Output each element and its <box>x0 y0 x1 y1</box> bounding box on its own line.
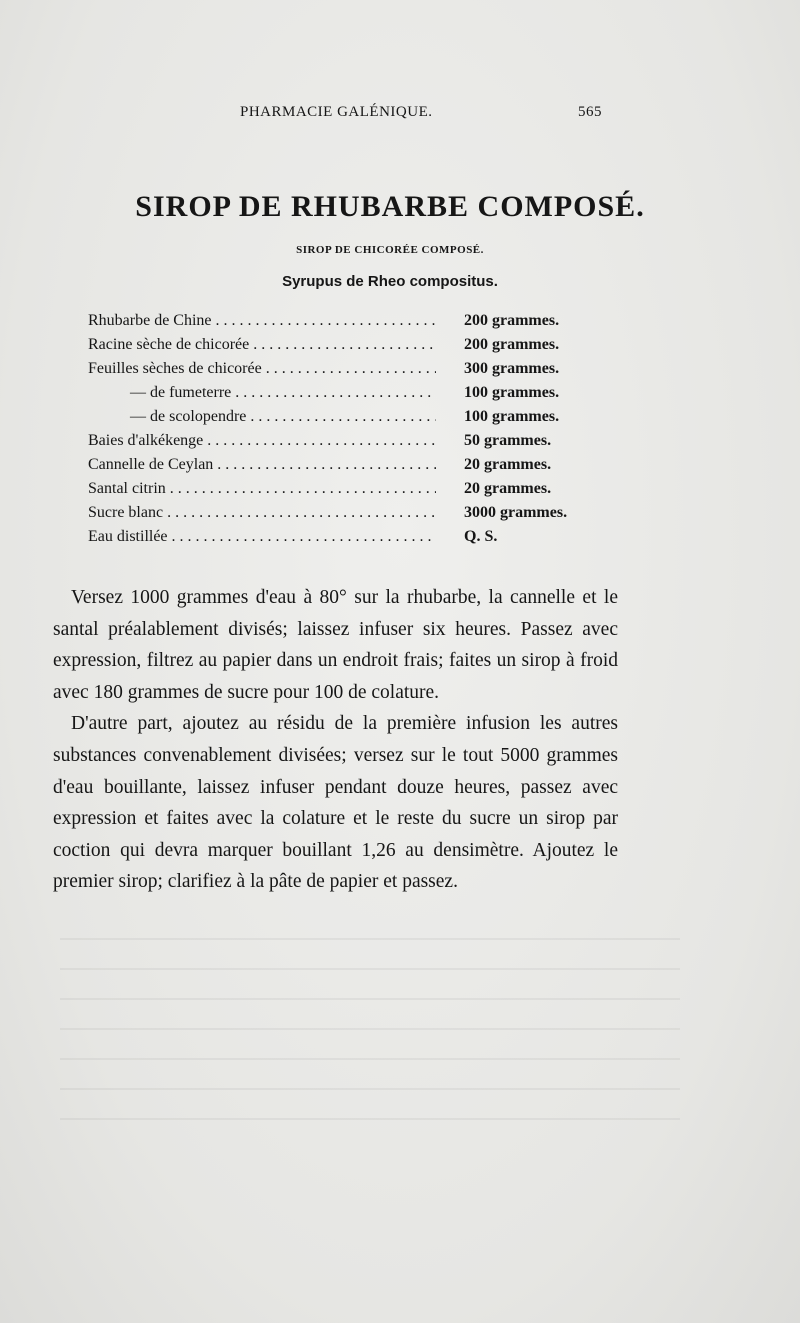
ingredient-row <box>88 408 608 432</box>
ingredient-quantity: 200 grammes. <box>464 312 560 329</box>
ingredient-quantity: 100 grammes. <box>464 384 560 401</box>
ingredient-name: Sucre blanc <box>88 504 164 521</box>
ingredient-row <box>88 480 608 504</box>
ingredient-row <box>88 456 608 480</box>
ingredient-quantity: 3000 grammes. <box>464 504 568 521</box>
ingredient-quantity: Q. S. <box>464 528 498 545</box>
recipe-latin-title: Syrupus de Rheo compositus. <box>282 273 498 290</box>
ingredient-name: — de scolopendre <box>130 408 247 425</box>
ingredient-name: Santal citrin <box>88 480 166 497</box>
recipe-title: SIROP DE RHUBARBE COMPOSÉ. <box>135 190 645 223</box>
ingredient-list <box>88 312 608 552</box>
ingredient-name: Eau distillée <box>88 528 168 545</box>
paragraph: Versez 1000 grammes d'eau à 80° sur la rhubarbe, la cannelle et le santal préalablement divisés; laissez infuser six heures. Passez avec expression, filtrez au papier dans un endroit frais; faites un sirop à froid avec 180 grammes de sucre pour 100 de colature. <box>53 587 618 703</box>
running-title: PHARMACIE GALÉNIQUE. <box>240 104 433 120</box>
ingredient-row <box>88 432 608 456</box>
ingredient-row <box>88 360 608 384</box>
ingredient-row <box>88 528 608 552</box>
ingredient-quantity: 200 grammes. <box>464 336 560 353</box>
ingredient-name: Feuilles sèches de chicorée <box>88 360 262 377</box>
ingredient-row <box>88 384 608 408</box>
ingredient-name: Racine sèche de chicorée <box>88 336 250 353</box>
ingredient-quantity: 20 grammes. <box>464 480 552 497</box>
ingredient-quantity: 300 grammes. <box>464 360 560 377</box>
ingredient-row <box>88 312 608 336</box>
ingredient-row <box>88 336 608 360</box>
ingredient-quantity: 100 grammes. <box>464 408 560 425</box>
paragraph: D'autre part, ajoutez au résidu de la première infusion les autres substances convenablement divisées; versez sur le tout 5000 grammes d'eau bouillante, laissez infuser pendant douze heures, passez avec expression et faites avec la colature et le reste du sucre un sirop par coction qui devra marquer bouillant 1,26 au densimètre. Ajoutez le premier sirop; clarifiez à la pâte de papier et passez. <box>53 713 618 893</box>
recipe-subtitle: SIROP DE CHICORÉE COMPOSÉ. <box>296 244 484 256</box>
ingredient-name: Rhubarbe de Chine <box>88 312 212 329</box>
show-through-texture <box>60 920 680 1120</box>
ingredient-quantity: 20 grammes. <box>464 456 552 473</box>
ingredient-name: Baies d'alkékenge <box>88 432 204 449</box>
page-number: 565 <box>578 104 602 120</box>
ingredient-name: Cannelle de Ceylan <box>88 456 214 473</box>
ingredient-quantity: 50 grammes. <box>464 432 552 449</box>
ingredient-name: — de fumeterre <box>130 384 232 401</box>
ingredient-row <box>88 504 608 528</box>
instructions <box>53 582 618 898</box>
